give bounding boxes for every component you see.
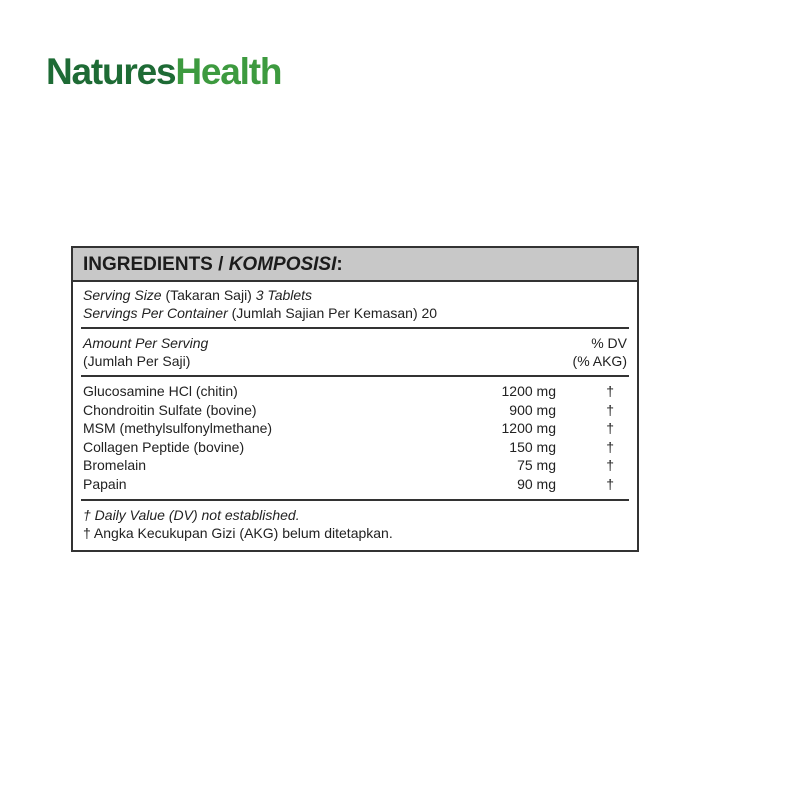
ingredient-row [83,456,627,475]
dv-label-local: (% AKG) [572,353,627,369]
ingredient-name: Glucosamine HCl (chitin) [83,383,238,399]
brand-logo [46,50,281,94]
ingredient-amount: 90 mg [517,475,556,492]
ingredient-row [83,475,627,494]
ingredient-list [73,377,637,499]
brand-word-health: Health [175,51,282,92]
ingredient-row [83,438,627,457]
ingredient-dv: † [606,420,614,436]
ingredient-name: Bromelain [83,457,147,473]
ingredient-dv: † [606,457,614,473]
ingredient-dv: † [606,475,614,492]
ingredient-name: Papain [83,475,127,492]
ingredients-panel [71,246,639,552]
footnotes [73,501,637,542]
ingredient-dv: † [606,438,614,455]
header-main: INGREDIENTS / [83,254,229,275]
ingredient-dv: † [606,383,614,399]
serving-size-label: Serving Size [83,287,162,303]
ingredient-name: MSM (methylsulfonylmethane) [83,420,273,436]
ingredient-dv: † [606,401,614,418]
footnote-english: † Daily Value (DV) not established. [83,507,300,523]
ingredient-name: Collagen Peptide (bovine) [83,438,245,455]
ingredient-name: Chondroitin Sulfate (bovine) [83,401,257,418]
serving-info [73,282,637,327]
servings-per-container-local: (Jumlah Sajian Per Kemasan) 20 [227,305,438,321]
footnote-local: † Angka Kecukupan Gizi (AKG) belum ditetapkan. [83,525,393,541]
ingredient-row [83,419,627,438]
dv-header [573,334,627,370]
ingredient-amount: 1200 mg [501,383,556,399]
serving-size-local: (Takaran Saji) [161,287,256,303]
amount-per-serving-local: (Jumlah Per Saji) [83,353,191,369]
ingredient-row [83,401,627,420]
brand-word-natures: Natures [46,51,176,92]
serving-size-value: 3 Tablets [255,287,313,303]
servings-per-container-label: Servings Per Container [83,305,228,321]
header-end: : [336,254,343,275]
ingredient-amount: 900 mg [509,401,556,418]
ingredient-amount: 150 mg [509,438,556,455]
serving-size-line [83,286,627,304]
ingredient-row [83,382,627,401]
amount-per-serving-label: Amount Per Serving [83,335,209,351]
panel-header [73,248,637,282]
ingredient-amount: 75 mg [517,457,556,473]
amount-header [73,329,637,375]
ingredient-amount: 1200 mg [501,420,556,436]
dv-label: % DV [591,335,627,351]
servings-per-container-line [83,304,627,322]
header-italic: KOMPOSISI [228,254,337,275]
